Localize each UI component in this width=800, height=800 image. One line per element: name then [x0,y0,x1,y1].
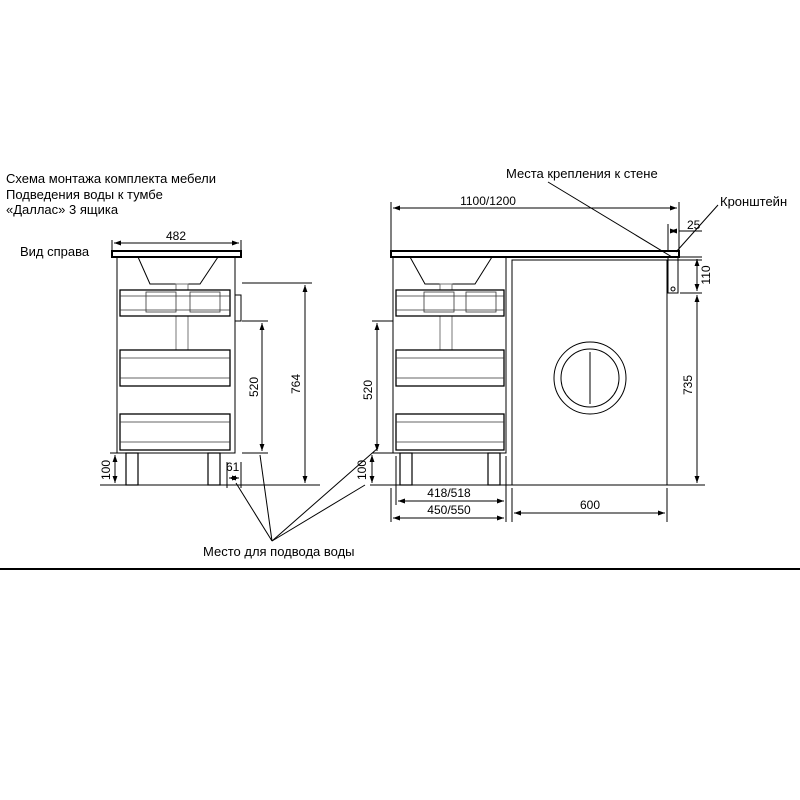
dim-washer-width: 600 [579,498,601,512]
dim-side-total-height: 764 [289,373,303,395]
leader-bracket [676,205,718,252]
dim-side-width: 482 [165,229,187,243]
front-view [355,194,713,522]
dim-bracket-width: 25 [687,218,701,232]
leader-water-3 [272,485,365,541]
callout-wall-mount: Места крепления к стене [506,166,658,181]
leader-water-2 [260,455,272,541]
leader-water-1 [236,483,272,541]
title-line-3: «Даллас» 3 ящика [6,202,119,217]
dim-side-drawer-height: 520 [247,376,261,398]
dim-front-leg-height: 100 [355,459,369,481]
side-view-label: Вид справа [20,244,90,259]
title-line-1: Схема монтажа комплекта мебели [6,171,216,186]
side-view [99,229,320,488]
front-leg-left [400,453,412,485]
front-leg-right [488,453,500,485]
side-drawer-bottom [120,414,230,450]
side-leg-back [208,453,220,485]
side-countertop [112,251,241,257]
side-leg-front [126,453,138,485]
front-countertop [391,251,679,257]
dim-cabinet-inner-width: 418/518 [427,486,471,500]
title-block [6,171,216,259]
side-basin [138,257,218,284]
dim-cabinet-outer-width: 450/550 [427,503,471,517]
callout-bracket: Кронштейн [720,194,788,209]
callout-water-supply: Место для подвода воды [203,544,355,559]
side-handle [235,295,241,321]
dim-side-leg-height: 100 [99,459,113,481]
leader-water-4 [272,448,378,541]
bracket [668,257,678,293]
dim-washer-height: 735 [681,374,695,396]
title-line-2: Подведения воды к тумбе [6,187,163,202]
front-drawer-middle [396,350,504,386]
dim-front-drawer-height: 520 [361,379,375,401]
leader-wall-mount [548,182,672,257]
front-basin [410,257,492,284]
side-drawer-middle [120,350,230,386]
dim-front-total-width: 1100/1200 [460,194,516,208]
front-drawer-bottom [396,414,504,450]
dim-side-water-offset: 61 [226,460,240,474]
dim-bracket-height: 110 [699,265,713,285]
